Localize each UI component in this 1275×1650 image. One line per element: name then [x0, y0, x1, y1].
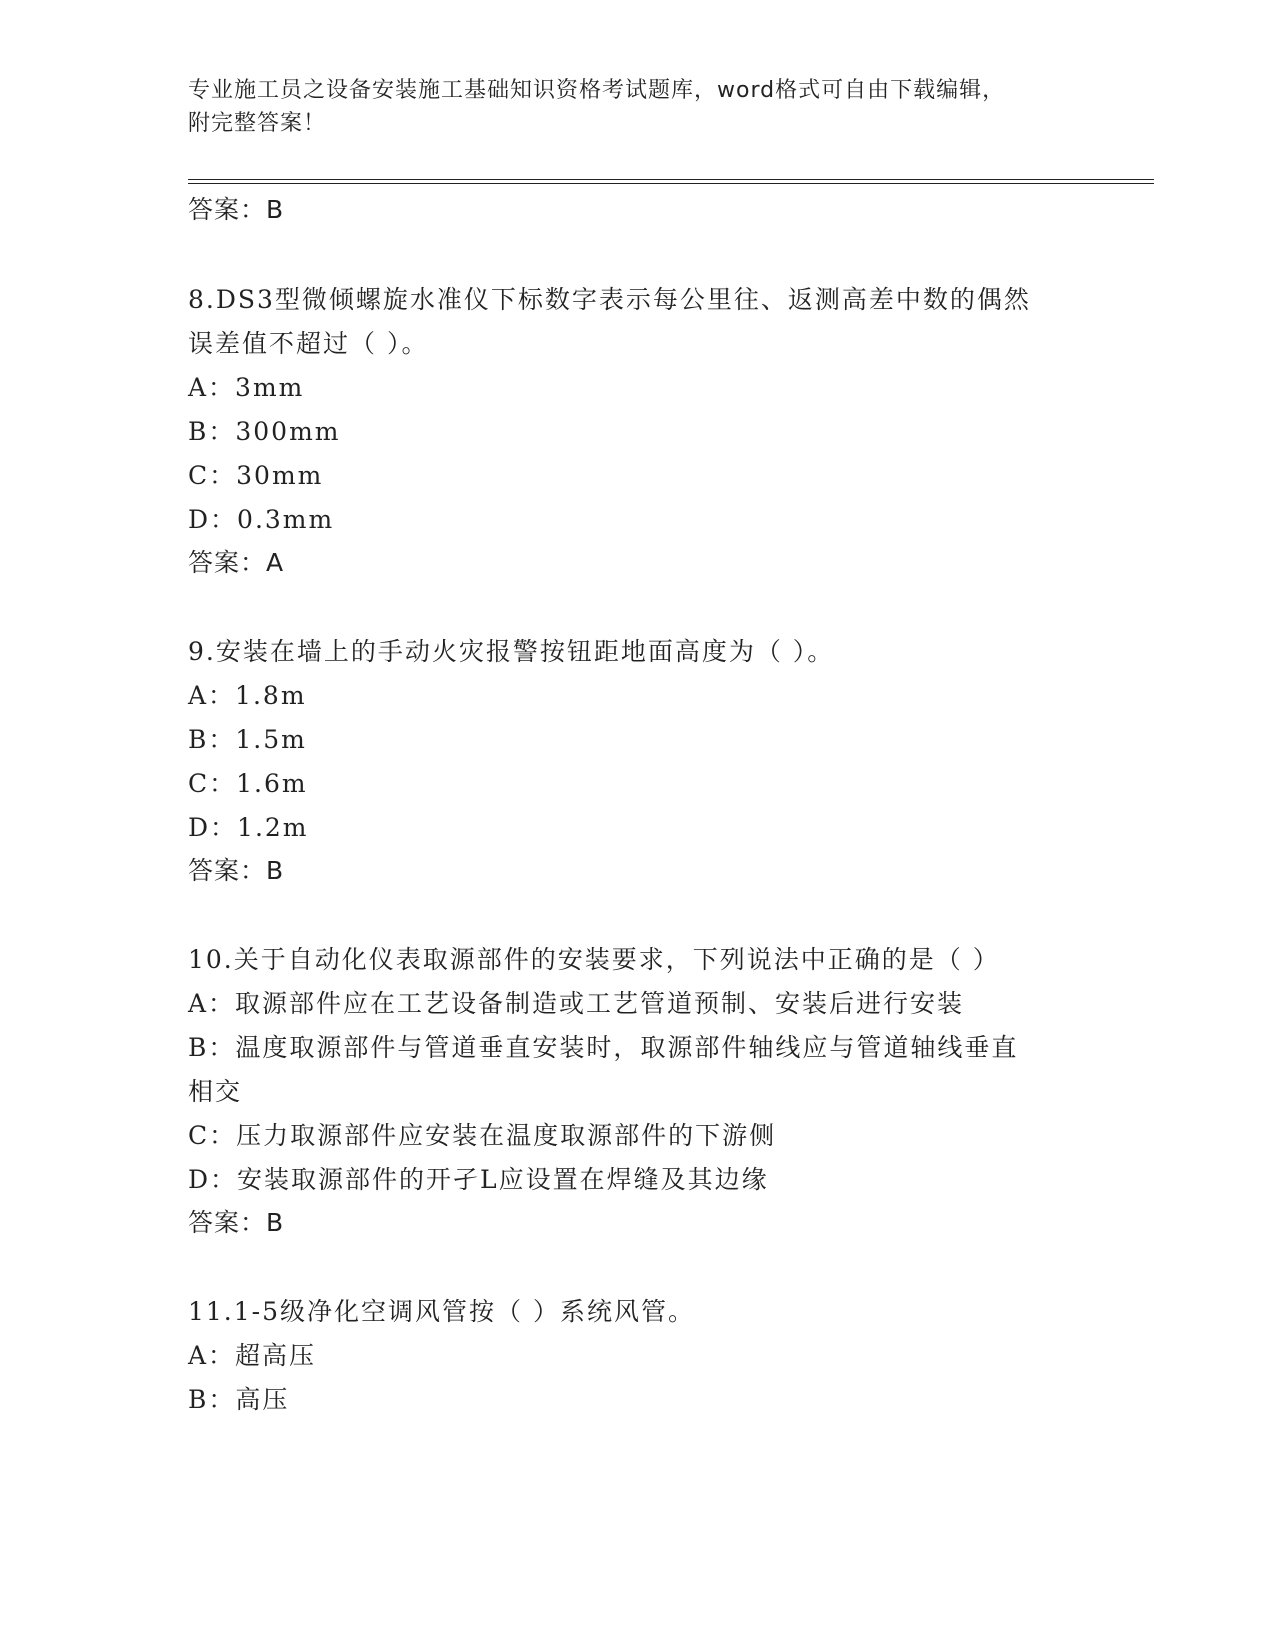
question-9-option-b: B：1.5m — [188, 725, 307, 754]
question-9-option-d: D：1.2m — [188, 813, 309, 842]
question-8-option-b: B：300mm — [188, 417, 341, 446]
previous-answer: 答案：B — [188, 195, 285, 224]
question-10-answer: 答案：B — [188, 1208, 285, 1237]
question-8-option-d: D：0.3mm — [188, 505, 335, 534]
question-11-option-a: A：超高压 — [188, 1341, 317, 1370]
question-10-option-a: A：取源部件应在工艺设备制造或工艺管道预制、安装后进行安装 — [188, 989, 965, 1018]
question-10-stem: 10.关于自动化仪表取源部件的安装要求，下列说法中正确的是（ ） — [188, 945, 1000, 974]
document-header — [188, 74, 1088, 140]
question-8-stem-line-1: 8.DS3型微倾螺旋水准仪下标数字表示每公里往、返测高差中数的偶然 — [188, 285, 1031, 314]
question-9-stem: 9.安装在墙上的手动火灾报警按钮距地面高度为（ ）。 — [188, 637, 835, 666]
question-8-stem-line-2: 误差值不超过（ ）。 — [188, 329, 429, 358]
question-8-option-a: A：3mm — [188, 373, 305, 402]
header-rule-bottom — [188, 183, 1154, 184]
question-11-stem: 11.1-5级净化空调风管按（ ）系统风管。 — [188, 1297, 695, 1326]
question-11-option-b: B：高压 — [188, 1385, 290, 1414]
header-line-2: 附完整答案！ — [188, 111, 327, 136]
question-10-option-d: D：安装取源部件的开孑L应设置在焊缝及其边缘 — [188, 1165, 769, 1194]
question-10-option-b-continued: 相交 — [188, 1077, 243, 1106]
question-8-option-c: C：30mm — [188, 461, 324, 490]
question-9-option-c: C：1.6m — [188, 769, 308, 798]
header-rule-top — [188, 179, 1154, 180]
question-10-option-b: B：温度取源部件与管道垂直安装时，取源部件轴线应与管道轴线垂直 — [188, 1033, 1019, 1062]
question-9-option-a: A：1.8m — [188, 681, 307, 710]
question-9-answer: 答案：B — [188, 856, 285, 885]
question-10-option-c: C：压力取源部件应安装在温度取源部件的下游侧 — [188, 1121, 777, 1150]
question-8-answer: 答案：A — [188, 548, 285, 577]
header-line-1: 专业施工员之设备安装施工基础知识资格考试题库，word格式可自由下载编辑， — [188, 78, 1006, 103]
